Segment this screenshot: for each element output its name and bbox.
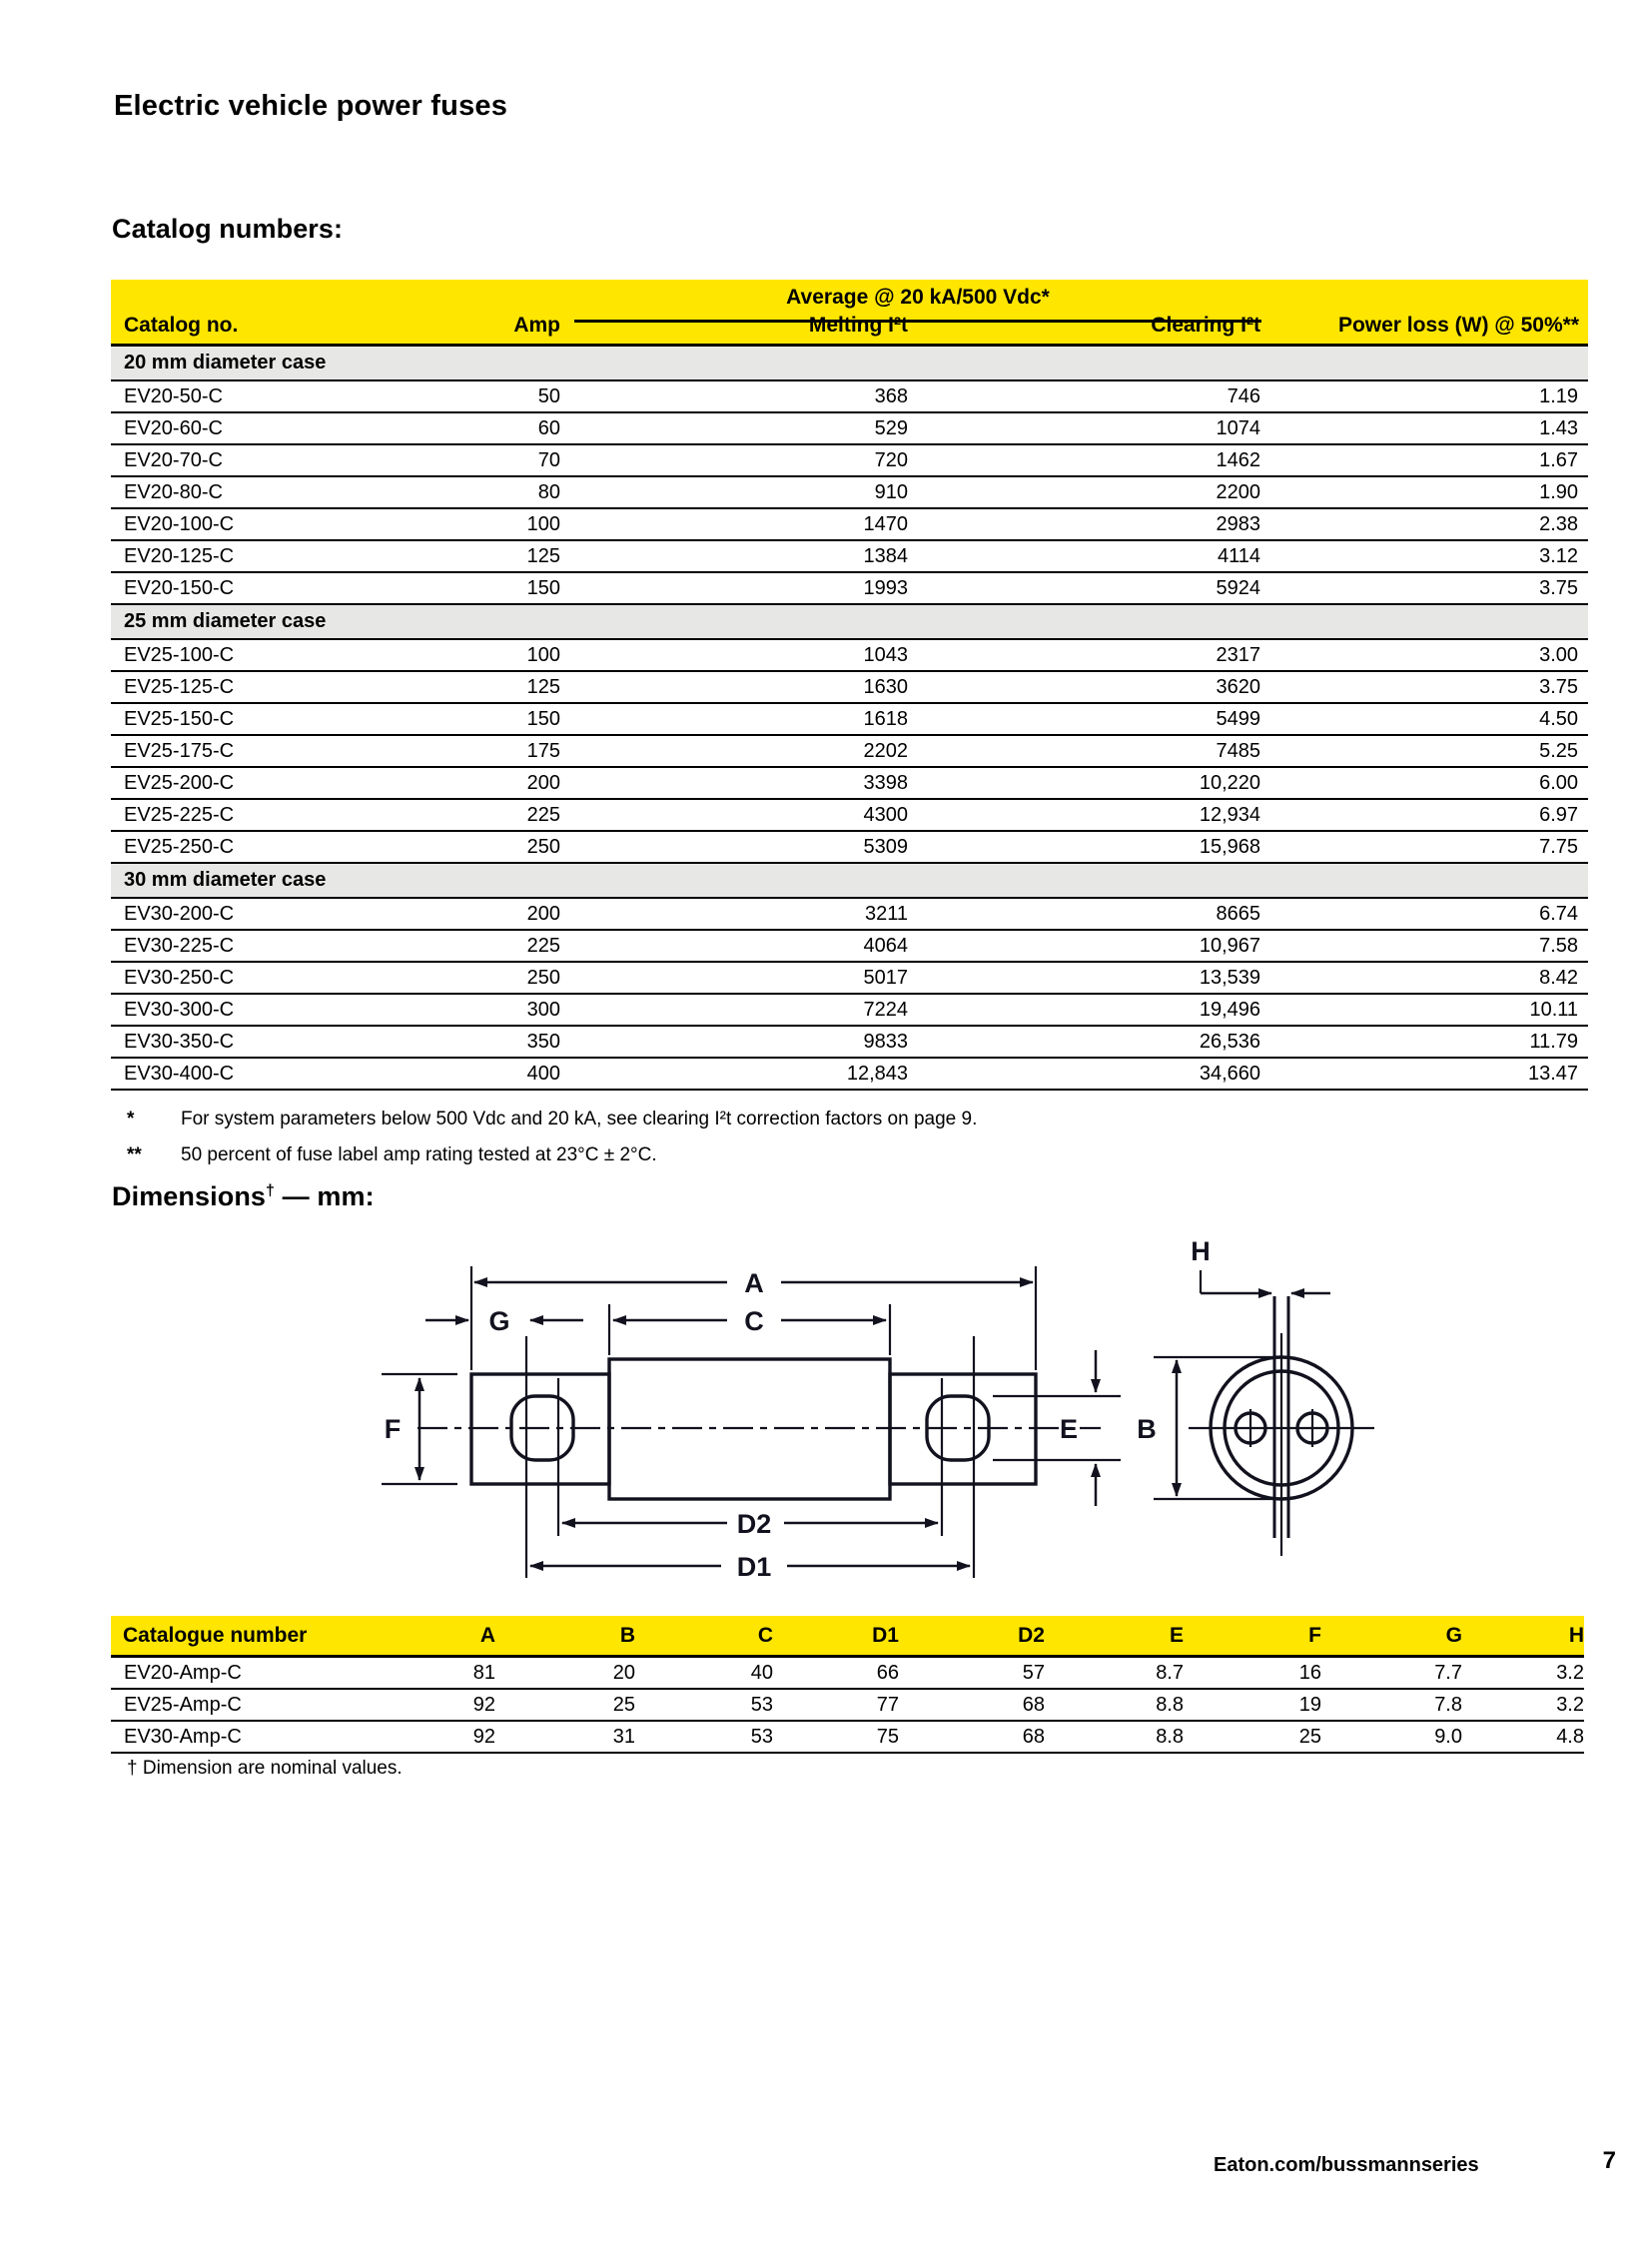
catalog-row — [111, 799, 1588, 831]
value-cell: 10.11 — [1260, 994, 1588, 1026]
value-cell: 11.79 — [1260, 1026, 1588, 1058]
catalog-number-cell: EV30-300-C — [111, 994, 401, 1026]
value-cell: 4114 — [908, 540, 1260, 572]
dimension-value-cell: 4.8 — [1462, 1721, 1584, 1753]
value-cell: 3398 — [560, 767, 908, 799]
right-terminal — [890, 1374, 1036, 1484]
value-cell: 2200 — [908, 476, 1260, 508]
value-cell: 910 — [560, 476, 908, 508]
dim-label-g: G — [488, 1306, 510, 1336]
value-cell: 5499 — [908, 703, 1260, 735]
catalog-row — [111, 930, 1588, 962]
footnote-power-loss — [127, 1144, 657, 1166]
dim-label-b: B — [1137, 1414, 1157, 1444]
value-cell: 7.75 — [1260, 831, 1588, 863]
col-header-power-loss: Power loss (W) @ 50%** — [1337, 314, 1579, 337]
value-cell: 300 — [401, 994, 560, 1026]
dim-label-a: A — [744, 1268, 764, 1298]
value-cell: 3211 — [560, 898, 908, 930]
case-section-row — [111, 863, 1588, 898]
dimension-value-cell: 31 — [495, 1721, 635, 1753]
value-cell: 3.12 — [1260, 540, 1588, 572]
catalog-number-cell: EV30-200-C — [111, 898, 401, 930]
catalog-numbers-heading: Catalog numbers: — [112, 214, 344, 244]
dim-label-d1: D1 — [736, 1552, 772, 1582]
dimension-value-cell: 16 — [1184, 1657, 1321, 1690]
catalog-row — [111, 380, 1588, 412]
value-cell: 26,536 — [908, 1026, 1260, 1058]
value-cell: 1630 — [560, 671, 908, 703]
catalog-table-grid — [111, 347, 1588, 1091]
catalog-row — [111, 476, 1588, 508]
catalog-row — [111, 1058, 1588, 1090]
dimension-value-cell: 8.8 — [1045, 1721, 1184, 1753]
footnote-average — [127, 1109, 977, 1130]
value-cell: 70 — [401, 444, 560, 476]
dimensions-column-header: E — [1045, 1616, 1184, 1657]
dimensions-table — [111, 1616, 1584, 1754]
dimensions-heading — [112, 1181, 375, 1212]
value-cell: 200 — [401, 767, 560, 799]
dimensions-column-header: C — [635, 1616, 773, 1657]
case-section-row — [111, 604, 1588, 639]
value-cell: 225 — [401, 930, 560, 962]
dimension-value-cell: 92 — [376, 1689, 495, 1721]
col-header-catalog-no: Catalog no. — [124, 314, 239, 337]
value-cell: 1074 — [908, 412, 1260, 444]
value-cell: 1993 — [560, 572, 908, 604]
catalogue-number-cell: EV30-Amp-C — [111, 1721, 376, 1753]
catalog-row — [111, 639, 1588, 671]
catalog-table-header — [111, 280, 1588, 347]
catalog-row — [111, 831, 1588, 863]
value-cell: 1.67 — [1260, 444, 1588, 476]
dimensions-column-header: A — [376, 1616, 495, 1657]
col-header-amp: Amp — [513, 314, 560, 337]
value-cell: 200 — [401, 898, 560, 930]
catalog-number-cell: EV25-175-C — [111, 735, 401, 767]
dimension-value-cell: 75 — [773, 1721, 899, 1753]
dimension-value-cell: 66 — [773, 1657, 899, 1690]
value-cell: 13,539 — [908, 962, 1260, 994]
dimension-value-cell: 92 — [376, 1721, 495, 1753]
dimension-value-cell: 81 — [376, 1657, 495, 1690]
dimension-value-cell: 7.7 — [1321, 1657, 1462, 1690]
value-cell: 3620 — [908, 671, 1260, 703]
dimension-value-cell: 25 — [495, 1689, 635, 1721]
value-cell: 60 — [401, 412, 560, 444]
catalog-row — [111, 444, 1588, 476]
dimension-value-cell: 9.0 — [1321, 1721, 1462, 1753]
catalog-number-cell: EV30-250-C — [111, 962, 401, 994]
footnote-text: For system parameters below 500 Vdc and 20 kA, see clearing I²t correction factors on page 9. — [181, 1109, 978, 1129]
dimensions-heading-rest: — mm: — [275, 1181, 375, 1211]
dimensions-column-header: H — [1462, 1616, 1584, 1657]
value-cell: 4064 — [560, 930, 908, 962]
catalog-row — [111, 994, 1588, 1026]
catalog-row — [111, 767, 1588, 799]
value-cell: 4.50 — [1260, 703, 1588, 735]
value-cell: 746 — [908, 380, 1260, 412]
value-cell: 1462 — [908, 444, 1260, 476]
value-cell: 1470 — [560, 508, 908, 540]
value-cell: 100 — [401, 508, 560, 540]
value-cell: 1618 — [560, 703, 908, 735]
value-cell: 80 — [401, 476, 560, 508]
page-number: 7 — [1602, 2147, 1616, 2174]
value-cell: 8665 — [908, 898, 1260, 930]
catalog-number-cell: EV25-250-C — [111, 831, 401, 863]
dimension-value-cell: 19 — [1184, 1689, 1321, 1721]
dimensions-column-header: D1 — [773, 1616, 899, 1657]
case-section-label: 30 mm diameter case — [111, 863, 1588, 898]
value-cell: 15,968 — [908, 831, 1260, 863]
catalog-number-cell: EV25-200-C — [111, 767, 401, 799]
catalog-number-cell: EV25-100-C — [111, 639, 401, 671]
fuse-dimension-diagram — [250, 1238, 1468, 1618]
dimensions-column-header: G — [1321, 1616, 1462, 1657]
value-cell: 2.38 — [1260, 508, 1588, 540]
value-cell: 250 — [401, 831, 560, 863]
catalog-number-cell: EV20-150-C — [111, 572, 401, 604]
value-cell: 12,843 — [560, 1058, 908, 1090]
dimensions-table-body — [111, 1657, 1584, 1754]
footer-url: Eaton.com/bussmannseries — [1214, 2154, 1479, 2176]
value-cell: 150 — [401, 572, 560, 604]
value-cell: 5924 — [908, 572, 1260, 604]
catalog-number-cell: EV30-400-C — [111, 1058, 401, 1090]
value-cell: 1.90 — [1260, 476, 1588, 508]
average-span-header: Average @ 20 kA/500 Vdc* — [786, 286, 1050, 309]
dimension-value-cell: 20 — [495, 1657, 635, 1690]
dimensions-column-header: Catalogue number — [111, 1616, 376, 1657]
value-cell: 150 — [401, 703, 560, 735]
catalog-row — [111, 1026, 1588, 1058]
catalog-number-cell: EV25-125-C — [111, 671, 401, 703]
page-title: Electric vehicle power fuses — [114, 90, 508, 122]
catalogue-number-cell: EV25-Amp-C — [111, 1689, 376, 1721]
value-cell: 350 — [401, 1026, 560, 1058]
col-header-clearing: Clearing I²t — [1151, 314, 1260, 337]
catalogue-number-cell: EV20-Amp-C — [111, 1657, 376, 1690]
value-cell: 2202 — [560, 735, 908, 767]
catalog-number-cell: EV25-150-C — [111, 703, 401, 735]
dimension-value-cell: 68 — [899, 1721, 1045, 1753]
dimension-value-cell: 25 — [1184, 1721, 1321, 1753]
value-cell: 368 — [560, 380, 908, 412]
value-cell: 12,934 — [908, 799, 1260, 831]
value-cell: 1043 — [560, 639, 908, 671]
footnote-marker: * — [127, 1109, 135, 1129]
dim-label-h: H — [1191, 1238, 1211, 1266]
catalog-number-cell: EV30-350-C — [111, 1026, 401, 1058]
value-cell: 9833 — [560, 1026, 908, 1058]
value-cell: 1.43 — [1260, 412, 1588, 444]
value-cell: 5.25 — [1260, 735, 1588, 767]
case-section-label: 25 mm diameter case — [111, 604, 1588, 639]
value-cell: 5309 — [560, 831, 908, 863]
catalog-row — [111, 412, 1588, 444]
value-cell: 6.97 — [1260, 799, 1588, 831]
value-cell: 175 — [401, 735, 560, 767]
dimensions-column-header: D2 — [899, 1616, 1045, 1657]
value-cell: 6.74 — [1260, 898, 1588, 930]
dimensions-row — [111, 1721, 1584, 1753]
value-cell: 3.00 — [1260, 639, 1588, 671]
value-cell: 100 — [401, 639, 560, 671]
catalog-table-body — [111, 347, 1588, 1090]
dimensions-header-row — [111, 1616, 1584, 1657]
catalog-row — [111, 540, 1588, 572]
value-cell: 19,496 — [908, 994, 1260, 1026]
dim-label-e: E — [1059, 1414, 1079, 1444]
value-cell: 400 — [401, 1058, 560, 1090]
catalog-number-cell: EV25-225-C — [111, 799, 401, 831]
catalog-number-cell: EV20-125-C — [111, 540, 401, 572]
dimension-value-cell: 7.8 — [1321, 1689, 1462, 1721]
catalog-number-cell: EV20-50-C — [111, 380, 401, 412]
dimension-value-cell: 77 — [773, 1689, 899, 1721]
value-cell: 529 — [560, 412, 908, 444]
footnote-marker: ** — [127, 1144, 142, 1165]
catalog-row — [111, 572, 1588, 604]
catalog-number-cell: EV20-70-C — [111, 444, 401, 476]
dimension-value-cell: 53 — [635, 1721, 773, 1753]
catalog-row — [111, 735, 1588, 767]
value-cell: 4300 — [560, 799, 908, 831]
case-section-row — [111, 347, 1588, 380]
dimension-value-cell: 53 — [635, 1689, 773, 1721]
value-cell: 13.47 — [1260, 1058, 1588, 1090]
value-cell: 6.00 — [1260, 767, 1588, 799]
dimensions-table-grid — [111, 1616, 1584, 1754]
value-cell: 7485 — [908, 735, 1260, 767]
catalog-row — [111, 508, 1588, 540]
catalog-row — [111, 962, 1588, 994]
dimensions-column-header: B — [495, 1616, 635, 1657]
catalog-table — [111, 280, 1588, 1091]
value-cell: 1.19 — [1260, 380, 1588, 412]
dimension-value-cell: 3.2 — [1462, 1689, 1584, 1721]
col-header-melting: Melting I²t — [808, 314, 908, 337]
value-cell: 2317 — [908, 639, 1260, 671]
value-cell: 10,220 — [908, 767, 1260, 799]
value-cell: 34,660 — [908, 1058, 1260, 1090]
case-section-label: 20 mm diameter case — [111, 347, 1588, 380]
footnote-text: 50 percent of fuse label amp rating tested at 23°C ± 2°C. — [181, 1144, 657, 1165]
value-cell: 250 — [401, 962, 560, 994]
dimensions-row — [111, 1689, 1584, 1721]
dim-label-c: C — [744, 1306, 764, 1336]
dimensions-row — [111, 1657, 1584, 1690]
value-cell: 5017 — [560, 962, 908, 994]
value-cell: 3.75 — [1260, 572, 1588, 604]
value-cell: 10,967 — [908, 930, 1260, 962]
dimension-value-cell: 57 — [899, 1657, 1045, 1690]
dimension-value-cell: 3.2 — [1462, 1657, 1584, 1690]
catalog-row — [111, 671, 1588, 703]
dimension-value-cell: 8.8 — [1045, 1689, 1184, 1721]
catalog-number-cell: EV20-80-C — [111, 476, 401, 508]
dimension-value-cell: 8.7 — [1045, 1657, 1184, 1690]
dimension-value-cell: 40 — [635, 1657, 773, 1690]
value-cell: 2983 — [908, 508, 1260, 540]
catalog-number-cell: EV30-225-C — [111, 930, 401, 962]
dimensions-heading-base: Dimensions — [112, 1181, 267, 1211]
value-cell: 7.58 — [1260, 930, 1588, 962]
dimensions-footnote: † Dimension are nominal values. — [127, 1758, 403, 1779]
dimensions-heading-dagger: † — [266, 1182, 276, 1199]
catalog-row — [111, 898, 1588, 930]
value-cell: 3.75 — [1260, 671, 1588, 703]
catalog-row — [111, 703, 1588, 735]
value-cell: 125 — [401, 671, 560, 703]
value-cell: 720 — [560, 444, 908, 476]
dimension-value-cell: 68 — [899, 1689, 1045, 1721]
value-cell: 50 — [401, 380, 560, 412]
catalog-number-cell: EV20-60-C — [111, 412, 401, 444]
value-cell: 7224 — [560, 994, 908, 1026]
value-cell: 8.42 — [1260, 962, 1588, 994]
dim-label-f: F — [384, 1414, 402, 1444]
value-cell: 225 — [401, 799, 560, 831]
value-cell: 1384 — [560, 540, 908, 572]
value-cell: 125 — [401, 540, 560, 572]
dim-label-d2: D2 — [736, 1509, 772, 1539]
dimensions-column-header: F — [1184, 1616, 1321, 1657]
catalog-number-cell: EV20-100-C — [111, 508, 401, 540]
